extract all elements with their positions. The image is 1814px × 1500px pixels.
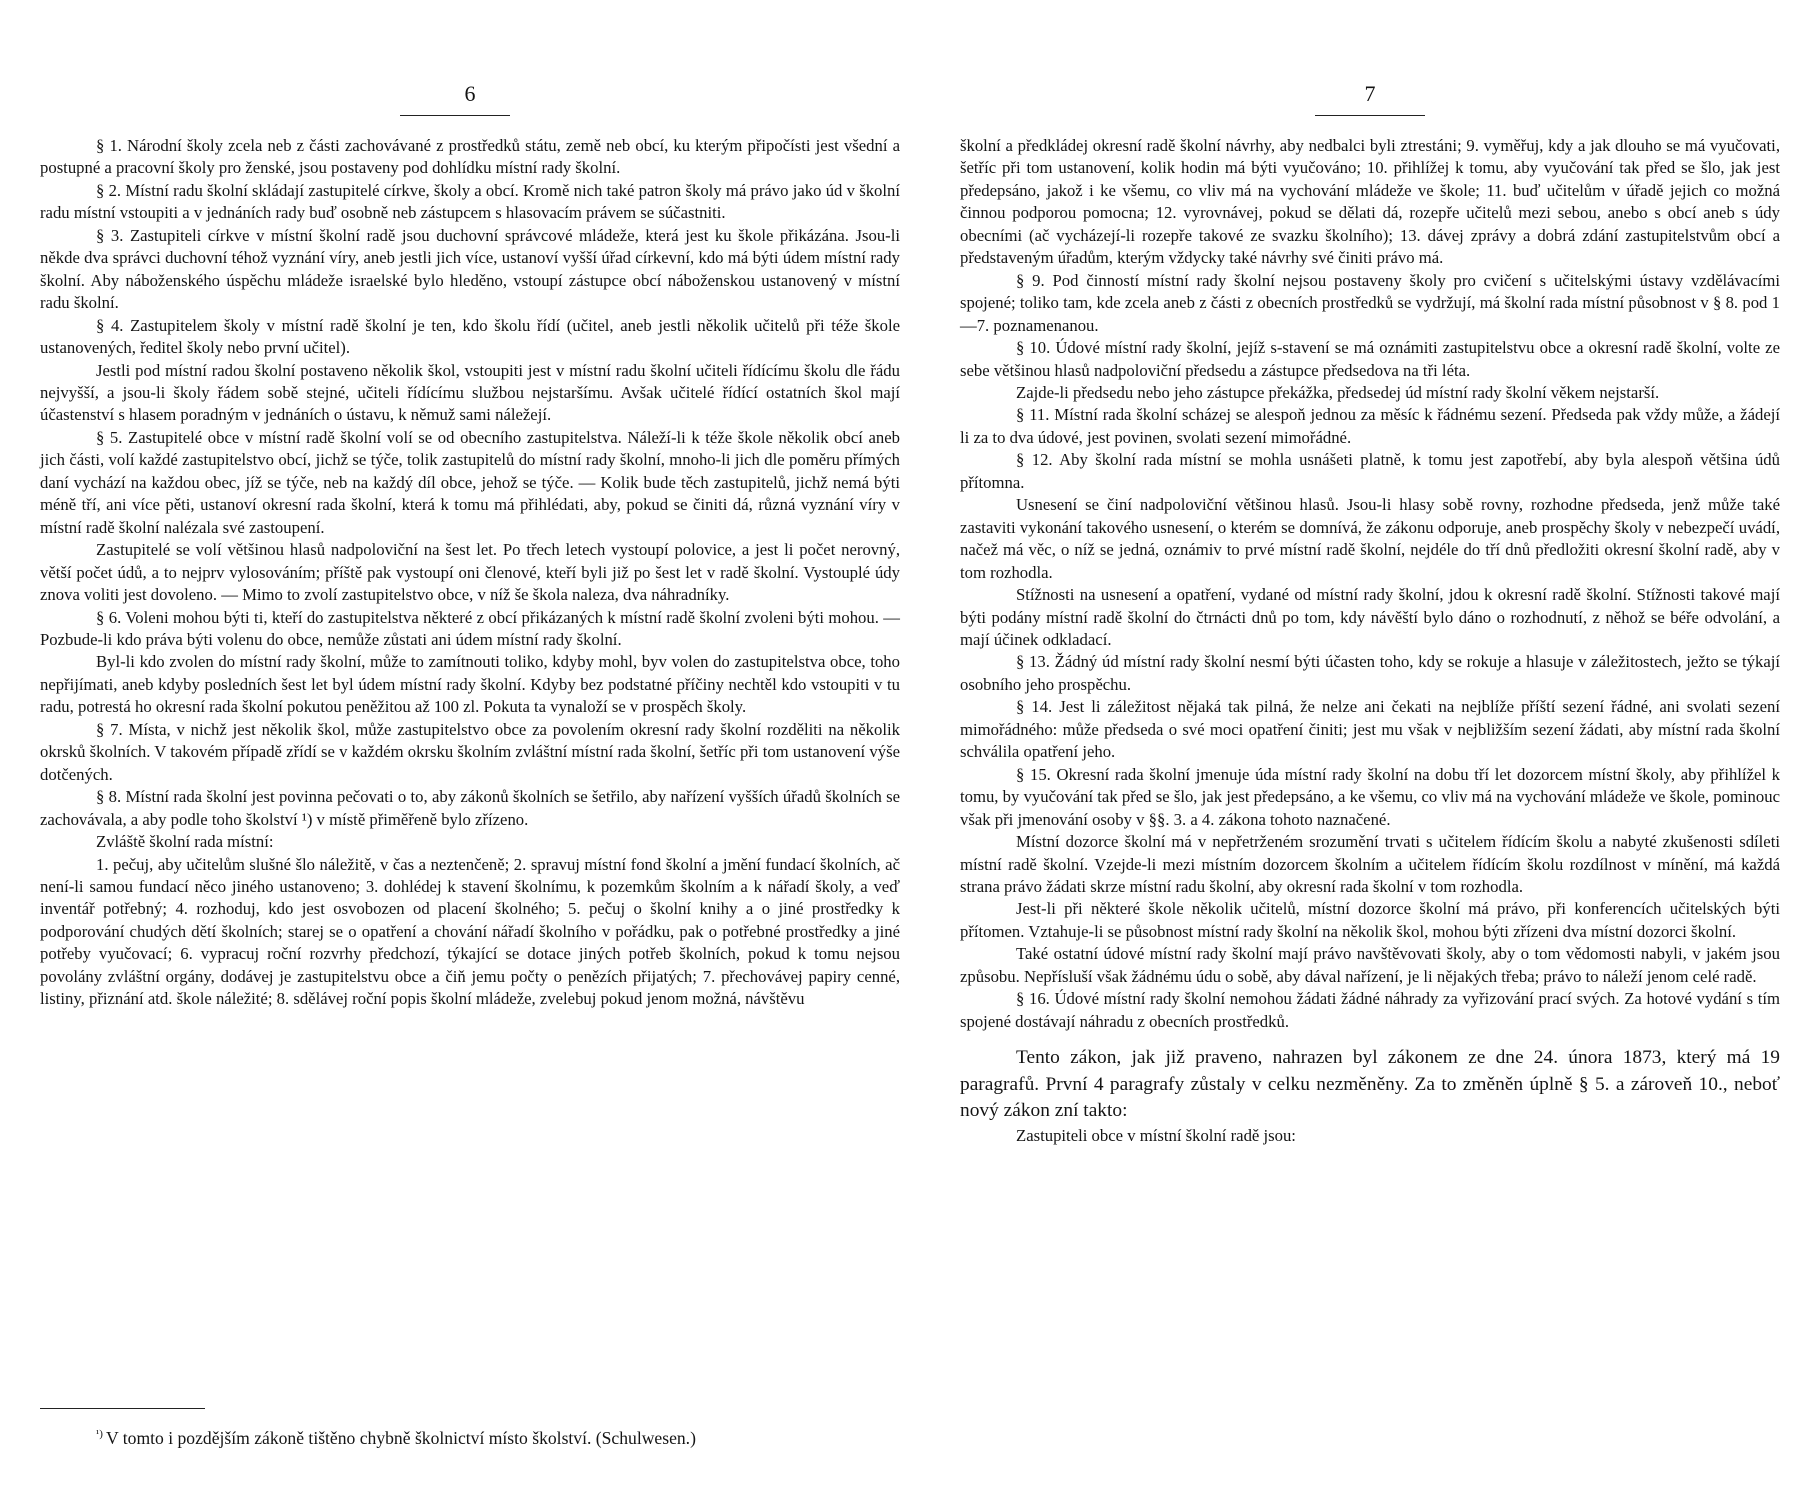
footnote-rule (40, 1408, 205, 1409)
paragraph: § 9. Pod činností místní rady školní nejsou postaveny školy pro cvičení s učitelskými ústavy vzdělávacími spojené; toliko tam, kde zcela aneb z části z obecních prostředků se vydržují, má školní rada místní působnost v § 8. pod 1—7. poznamenanou. (960, 270, 1780, 335)
paragraph: § 6. Voleni mohou býti ti, kteří do zastupitelstva některé z obcí přikázaných k místní radě školní zvoleni býti mohou. — Pozbude-li kdo práva býti volenu do obce, nemůže zůstati ani údem místní rady školní. (40, 607, 900, 649)
paragraph: § 7. Místa, v nichž jest několik škol, může zastupitelstvo obce za povolením okresní rady školní rozděliti na několik okrsků školních. V takovém případě zřídí se v každém okrsku školním zvláštní místní rada školní, šetříc při tom ustanovení výše dotčených. (40, 719, 900, 784)
paragraph: § 1. Národní školy zcela neb z části zachovávané z prostředků státu, země neb obcí, ku kterým připočísti jest všední a postupné a pracovní školy pro ženské, jsou postaveny pod dohlídku místní rady školní. (40, 136, 900, 178)
paragraph: § 3. Zastupiteli církve v místní školní radě jsou duchovní správcové mládeže, která jest ku škole přikázána. Jsou-li někde dva správci duchovní téhož vyznání víry, aneb jestli jich více, ustanoví vyšší úřad církevní, kdo má býti údem místní rady školní. Aby náboženského úspěchu mládeže israelské bylo hleděno, vstoupí zástupce obcí náboženskou ustanovený v místní radu školní. (40, 225, 900, 313)
paragraph: Zajde-li předsedu nebo jeho zástupce překážka, předsedej úd místní rady školní věkem nejstarší. (1016, 382, 1660, 402)
footnote-text: V tomto i pozdějším zákoně tištěno chybně školnictví místo školství. (Schulwesen.) (105, 1427, 696, 1448)
paragraph: Byl-li kdo zvolen do místní rady školní, může to zamítnouti toliko, kdyby mohl, byv volen do zastupitelstva obce, toho nepřijímati, aneb kdyby posledních šest let byl údem místní rady školní. Kdyby bez podstatné příčiny nechtěl kdo vstoupiti v tu radu, potrestá ho okresní rada školní pokutou peněžitou až 100 zl. Pokuta ta vynaloží se v prospěch školy. (40, 652, 900, 717)
page-body (40, 135, 900, 1011)
page-body (960, 135, 1780, 1147)
page-number: 7 (1364, 81, 1376, 106)
paragraph: § 14. Jest li záležitost nějaká tak pilná, že nelze ani čekati na nejblíže příští sezení řádné, ani svolati sezení mimořádného: může předseda o své moci opatření činiti; jest mu však v nejbližším sezení žádati, aby místní rada školní schválila opatření jeho. (960, 697, 1780, 762)
paragraph: § 11. Místní rada školní scházej se alespoň jednou za měsíc k řádnému sezení. Předseda pak vždy může, a žádejí li za to dva údové, jest povinen, svolati sezení mimořádné. (960, 405, 1780, 447)
paragraph: § 15. Okresní rada školní jmenuje úda místní rady školní na dobu tří let dozorcem místní školy, aby přihlížel k tomu, by vyučování tak před se šlo, jak jest předepsáno, a ke všemu, co vliv má na vychování mládeže ve škole, pominouc však při jmenování osoby v §§. 3. a 4. zákona tohoto naznačené. (960, 764, 1780, 829)
page-number-rule (1315, 115, 1425, 116)
paragraph: Jestli pod místní radou školní postaveno několik škol, vstoupiti jest v místní radu školní učiteli řídícímu školu dle řádu nejvyšší, a jsou-li školy řádem sobě stejné, učiteli řídícímu službou nejstaršímu. Avšak učitelé řídící ostatních škol mají účastenství s hlasem poradným v jednáních o ústavu, k němuž sami náležejí. (40, 360, 900, 425)
right-page (960, 0, 1780, 1500)
paragraph: Stížnosti na usnesení a opatření, vydané od místní rady školní, jdou k okresní radě školní. Stížnosti takové mají býti podány místní radě školní do čtrnácti dnů po tom, kdy návěští bylo dáno o rozhodnutí, z něhož se béře odvolání, a mají účinek odkladací. (960, 585, 1780, 649)
paragraph: školní a předkládej okresní radě školní návrhy, aby nedbalci byli ztrestáni; 9. vyměřuj, kdy a jak dlouho se má vyučovati, šetříc při tom ustanovení, kolik hodin má býti vyučováno; 10. přihlížej k tomu, aby vyučování tak před se šlo, jak jest předepsáno, jakož i ke všemu, co vliv má na vychování mládeže ve škole; 11. buď učitelům v úřadě jejich co možná činnou podporou pomocna; 12. vyrovnávej, pokud se dělati dá, rozepře učitelů mezi sebou, anebo s obcí aneb s údy obecními (ač vycházejí-li rozepře takové ze svazku školního); 13. dávej zprávy a dobrá zdání zastupitelstvům obcí a představeným úřadům, kterým vždycky také návrhy své činiti právo má. (960, 136, 1780, 268)
paragraph: § 2. Místní radu školní skládají zastupitelé církve, školy a obcí. Kromě nich také patron školy má právo jako úd v školní radu místní vstoupiti a v jednáních rady buď osobně neb zástupcem s hlasovacím právem se súčastniti. (40, 180, 900, 223)
paragraph: 1. pečuj, aby učitelům slušné šlo náležitě, v čas a neztenčeně; 2. spravuj místní fond školní a jmění fundací školních, ač není-li samou fundací něco jiného ustanoveno; 3. dohlédej k stavení školnímu, k pozemkům školním a k nářadí školy, a veď inventář potřebný; 4. rozhoduj, kdo jest osvobozen od placení školného; 5. pečuj o školní knihy a o jiné prostředky k podporování chudých dětí školních; starej se o opatření a chování nářadí školního v pořádku, pak o potřebné prostředky a jiné potřeby vyučovací; 6. vypracuj roční rozvrhy předchozí, týkající se dotace jiných potřeb školních, pokud k tomu nejsou povolány zvláštní orgány, dodávej je zastupitelstvu obce a čiň jemu počty o penězích přijatých; 7. přechovávej papiry cenné, listiny, přiznání atd. škole náležité; 8. sdělávej roční popis školní mládeže, zvelebuj pokud jenom možná, návštěvu (40, 854, 900, 1009)
paragraph: Zastupitelé se volí většinou hlasů nadpoloviční na šest let. Po třech letech vystoupí polovice, a jest li počet nerovný, větší počet údů, a to nejprv vylosováním; příště pak vystoupí oni členové, kteří byli již po šest let v radě školní. Vystouplé údy znova voliti jest dovoleno. — Mimo to zvolí zastupitelstvo obce, v níž še škola naleza, dva náhradníky. (40, 540, 900, 605)
paragraph: § 12. Aby školní rada místní se mohla usnášeti platně, k tomu jest zapotřebí, aby byla alespoň většina údů přítomna. (960, 450, 1780, 492)
paragraph: Zvláště školní rada místní: (96, 832, 274, 852)
paragraph: Místní dozorce školní má v nepřetrženém srozumění trvati s učitelem řídícím školu a nabyté zkušenosti sdíleti místní radě školní. Vzejde-li mezi místním dozorcem školním a učitelem řídícím školu rozdílnost v mínění, má každá strana právo žádati skrze místní radu školní, aby okresní rada školní v tom rozhodla. (960, 832, 1780, 896)
paragraph: § 16. Údové místní rady školní nemohou žádati žádné náhrady za vyřizování prací svých. Za hotové vydání s tím spojené dostávají náhradu z obecních prostředků. (960, 989, 1780, 1031)
paragraph: Také ostatní údové místní rady školní mají právo navštěvovati školy, aby o tom vědomosti nabyli, v jakém jsou způsobu. Nepřísluší však žádnému údu o sobě, aby dával nařízení, je li nějakých třeba; právo to náleží jenom celé radě. (960, 944, 1780, 986)
paragraph: Jest-li při některé škole několik učitelů, místní dozorce školní má právo, při konferencích učitelských býti přítomen. Vztahuje-li se působnost místní rady školní na několik škol, mohou býti zřízeni dva místní dozorci školní. (960, 899, 1780, 941)
paragraph: Tento zákon, jak již praveno, nahrazen byl zákonem ze dne 24. února 1873, který má 19 paragrafů. První 4 paragrafy zůstaly v celku nezměněny. Za to změněn úplně § 5. a zároveň 10., neboť nový zákon zní takto: (960, 1047, 1780, 1122)
page-number: 6 (464, 81, 476, 106)
paragraph: § 10. Údové místní rady školní, jejíž s-stavení se má oznámiti zastupitelstvu obce a okresní radě školní, volte ze sebe většinou hlasů nadpoloviční předsedu a zástupce předsedova na tři léta. (960, 338, 1780, 380)
page-number-rule (400, 115, 510, 116)
paragraph: § 13. Žádný úd místní rady školní nesmí býti účasten toho, kdy se rokuje a hlasuje v záležitostech, ježto se týkají osobního jeho prospěchu. (960, 652, 1780, 694)
paragraph: § 8. Místní rada školní jest povinna pečovati o to, aby zákonů školních se šetřilo, aby nařízení vyšších úřadů školních se zachovávala, a aby podle toho školství ¹) v místě přiměřeně bylo zřízeno. (40, 787, 900, 829)
paragraph: § 4. Zastupitelem školy v místní radě školní je ten, kdo školu řídí (učitel, aneb jestli několik učitelů při téže škole ustanovených, ředitel školy nebo první učitel). (40, 315, 900, 358)
footnote (96, 1422, 900, 1450)
paragraph: § 5. Zastupitelé obce v místní radě školní volí se od obecního zastupitelstva. Náleží-li k téže škole několik obcí aneb jich části, volí každé zastupitelstvo obcí, jichž se týče, tolik zastupitelů do místní rady školní, mnoho-li jich dle poměru přímých daní vychází na každou obec, jíž se týče, neb na každý díl obce, jehož se týče. — Kolik bude těch zastupitelů, jichž nemá býti méně tří, ani více pěti, ustanoví okresní rada školní, která k tomu má přihlédati, aby, pokud se činiti dá, různá vyznání víry v místní radě školní nalézala své zastoupení. (40, 427, 900, 537)
paragraph: Zastupiteli obce v místní školní radě jsou: (1016, 1125, 1296, 1145)
footnote-mark: ¹) (96, 1428, 103, 1440)
left-page (40, 0, 900, 1500)
paragraph: Usnesení se činí nadpoloviční většinou hlasů. Jsou-li hlasy sobě rovny, rozhodne předseda, jenž může také zastaviti vykonání takového usnesení, o kterém se domnívá, že zákonu odporuje, aneb prospěchy školy v nebezpečí uvádí, načež má věc, o níž se jedná, oznámiv to prvé místní radě školní, nejdéle do tří dnů předložiti okresní školní radě, aby v tom rozhodla. (960, 495, 1780, 582)
